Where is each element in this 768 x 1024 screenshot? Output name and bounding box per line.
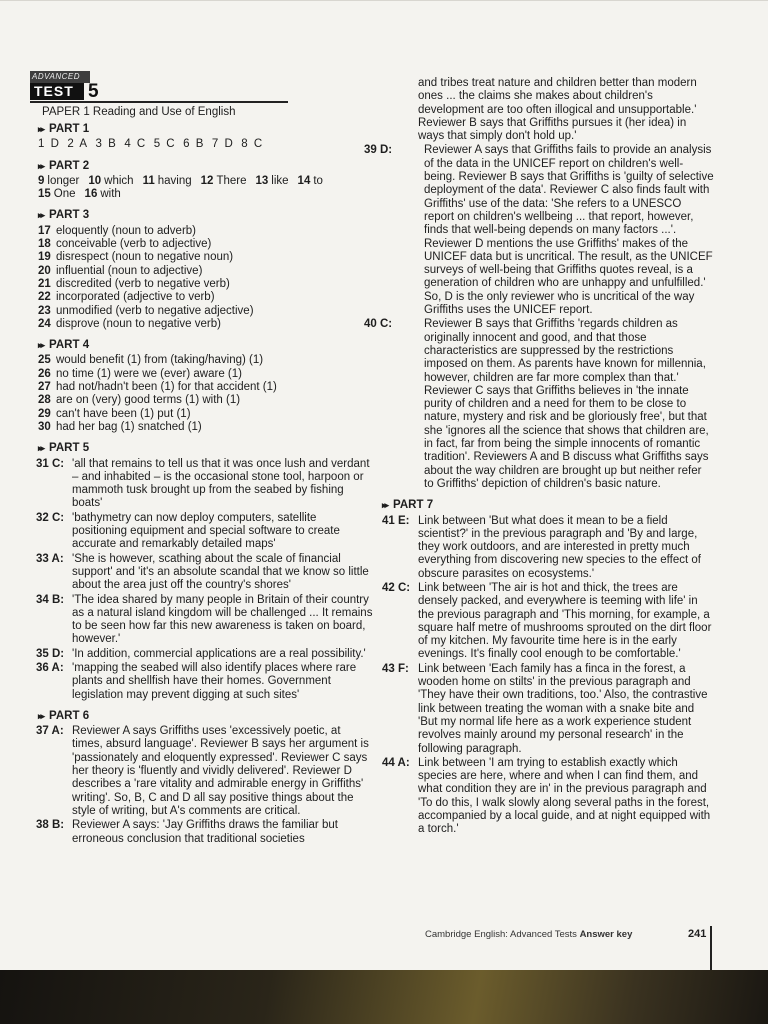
item-answer: longer bbox=[47, 174, 80, 187]
item-answer: disrespect (noun to negative noun) bbox=[56, 251, 234, 264]
part-heading: ▸▸ PART 1 bbox=[38, 123, 90, 135]
item-answer: influential (noun to adjective) bbox=[56, 264, 203, 277]
part1-answer: 1 D bbox=[38, 138, 60, 151]
item-answer: eloquently (noun to adverb) bbox=[56, 224, 197, 237]
item-number: 16 bbox=[84, 188, 98, 201]
item-answer: discredited (verb to negative verb) bbox=[56, 277, 230, 290]
part1-answer: 4 C bbox=[124, 138, 146, 151]
item-number: 12 bbox=[200, 174, 214, 187]
continued-answer: and tribes treat nature and children better than modern ones ... the claims she makes about children's development are too often illogical and unsupportable.' Reviewer B says that Griffiths pursues it (her idea) in ways that simply don't hold up.' bbox=[418, 77, 697, 143]
item-number: 36 A: bbox=[36, 661, 64, 674]
double-arrow-icon: ▸▸ bbox=[382, 500, 388, 511]
test-badge bbox=[30, 83, 120, 100]
item-answer: 'all that remains to tell us that it was once lush and verdant – and inhabited – is the occasional stone tool, harpoon or mammoth tusk brought up from the seabed by fishing boats' bbox=[72, 457, 370, 510]
item-answer: conceivable (verb to adjective) bbox=[56, 238, 212, 251]
list-item bbox=[38, 408, 373, 421]
level-label: ADVANCED bbox=[30, 71, 90, 83]
part1-answer: 3 B bbox=[95, 138, 117, 151]
part5-list bbox=[38, 458, 373, 702]
part1-answer: 5 C bbox=[153, 138, 176, 151]
double-arrow-icon: ▸▸ bbox=[38, 710, 44, 721]
list-item bbox=[38, 251, 373, 264]
item-number: 19 bbox=[38, 251, 51, 264]
part1-answer: 7 D bbox=[211, 138, 234, 151]
item-answer: to bbox=[313, 174, 323, 187]
list-item bbox=[38, 318, 373, 331]
part7-list bbox=[384, 515, 714, 837]
list-item bbox=[364, 318, 714, 491]
item-answer: There bbox=[216, 174, 247, 187]
item-number: 33 A: bbox=[36, 552, 64, 565]
right-column bbox=[364, 77, 714, 838]
part4-list bbox=[38, 354, 373, 434]
part6-list-continued bbox=[364, 144, 714, 491]
item-number: 18 bbox=[38, 238, 51, 251]
part2-row bbox=[38, 175, 373, 188]
item-number: 27 bbox=[38, 381, 51, 394]
list-item bbox=[38, 278, 373, 291]
item-number: 43 F: bbox=[382, 662, 409, 675]
list-item bbox=[38, 725, 373, 818]
list-item bbox=[384, 515, 714, 581]
item-answer: had not/hadn't been (1) for that accident (1) bbox=[56, 381, 277, 394]
item-number: 17 bbox=[38, 224, 51, 237]
part-heading: ▸▸ PART 2 bbox=[38, 159, 90, 172]
item-answer: Link between 'Each family has a finca in the forest, a wooden home on stilts' in the previous paragraph and 'They have their own traditions, too.' Also, the contrastive link between treating the woman with a snake bite and 'But my normal life here as a work experience student revolves mainly around my personal research' in the following paragraph. bbox=[418, 662, 708, 755]
list-item bbox=[38, 238, 373, 251]
item-number: 20 bbox=[38, 264, 51, 277]
list-item bbox=[38, 265, 373, 278]
item-number: 39 D: bbox=[364, 144, 393, 157]
item-number: 30 bbox=[38, 420, 51, 433]
list-item bbox=[38, 421, 373, 434]
list-item bbox=[38, 458, 373, 511]
part-heading: ▸▸ PART 3 bbox=[38, 209, 90, 222]
double-arrow-icon: ▸▸ bbox=[38, 210, 44, 221]
item-answer: Reviewer B says that Griffiths 'regards children as originally innocent and good, and that those characteristics are suppressed by the restrictions imposed on them. As parents have known for millennia, however, children are far more complex than that.' Reviewer C says that Griffiths believes in 'the innate purity of children and a need for them to be close to nature, mystery and risk and be gloriously free', but that she 'ignores all the science that shows that children are, in fact, far from being the simple innocents of romantic tradition'. Reviewers A and B discuss what Griffiths says about the way children are brought up but neither refer to Griffiths' depiction of children's basic nature. bbox=[424, 318, 709, 490]
part-heading: ▸▸ PART 6 bbox=[38, 709, 90, 722]
list-item bbox=[38, 648, 373, 661]
double-arrow-icon: ▸▸ bbox=[38, 124, 44, 134]
item-answer: Link between 'But what does it mean to be a field scientist?' in the previous paragraph and 'By and large, they work outdoors, and are interested in pretty much everything from discovering new species to the effect of obscure parasites on ecosystems.' bbox=[418, 514, 701, 580]
item-answer: no time (1) were we (ever) aware (1) bbox=[56, 367, 242, 380]
left-column bbox=[38, 123, 373, 847]
part-heading: ▸▸ PART 7 bbox=[382, 499, 434, 512]
item-number: 13 bbox=[255, 174, 269, 187]
page-edge-line bbox=[710, 926, 712, 971]
double-arrow-icon: ▸▸ bbox=[38, 443, 44, 454]
list-item bbox=[38, 394, 373, 407]
item-answer: can't have been (1) put (1) bbox=[56, 407, 191, 420]
item-answer: which bbox=[104, 174, 134, 187]
part2-row bbox=[38, 188, 373, 201]
item-number: 34 B: bbox=[36, 593, 65, 606]
list-item bbox=[38, 305, 373, 318]
scan-background bbox=[0, 970, 768, 1024]
item-number: 14 bbox=[297, 174, 311, 187]
double-arrow-icon: ▸▸ bbox=[38, 340, 44, 351]
item-answer: would benefit (1) from (taking/having) (1) bbox=[56, 354, 264, 367]
item-answer: having bbox=[157, 174, 192, 187]
item-answer: unmodified (verb to negative adjective) bbox=[56, 304, 254, 317]
list-item bbox=[38, 291, 373, 304]
list-item bbox=[38, 381, 373, 394]
item-number: 35 D: bbox=[36, 647, 65, 660]
item-answer: Link between 'The air is hot and thick, the trees are densely packed, and everywhere is teeming with life' in the previous paragraph and 'This morning, for example, a square half metre of mushrooms sprouted on the dirt floor of my kitchen. My favourite time here is in the early evenings. It's finally cool enough to be comfortable.' bbox=[418, 581, 712, 661]
item-answer: 'bathymetry can now deploy computers, satellite positioning equipment and special software to create accurate and remarkably detailed maps' bbox=[72, 511, 340, 551]
list-item bbox=[38, 368, 373, 381]
part1-answer: 6 B bbox=[183, 138, 204, 151]
item-number: 10 bbox=[88, 174, 102, 187]
item-number: 31 C: bbox=[36, 457, 65, 470]
double-arrow-icon: ▸▸ bbox=[38, 160, 44, 171]
paper-title: PAPER 1 Reading and Use of English bbox=[42, 106, 236, 118]
item-answer: One bbox=[53, 188, 76, 201]
part1-answers bbox=[38, 138, 373, 151]
item-answer: had her bag (1) snatched (1) bbox=[56, 420, 202, 433]
item-number: 11 bbox=[142, 174, 155, 187]
item-answer: 'The idea shared by many people in Britain of their country as a natural island kingdom will be challenged ... It remains to be seen how far this new awareness is taken on board, however.' bbox=[72, 593, 373, 646]
item-answer: Reviewer A says that Griffiths fails to provide an analysis of the data in the UNICEF report on children's well-being. Reviewer B says that Griffiths is 'guilty of selective deployment of the data'. Reviewer C also finds fault with Griffiths' use of the data: 'She refers to a UNESCO report on children's wellbeing ... that report, however, finds that well-being depends on many factors ...'. Reviewer D mentions the use Griffiths' makes of the UNICEF data but is uncritical. The result, as the UNICEF surveys of well-being that Griffiths quotes reveal, is a generation of children who are unhappy and unfulfilled.' So, D is the only reviewer who is uncritical of the way Griffiths uses the UNICEF report. bbox=[424, 144, 714, 317]
item-answer: Link between 'I am trying to establish exactly which species are here, where and when I can find them, and what condition they are in' in the previous paragraph and 'To do this, I walk slowly along several paths in the forest, accompanied by a local guide, and at night equipped with a torch.' bbox=[418, 756, 711, 836]
list-item bbox=[38, 225, 373, 238]
item-number: 26 bbox=[38, 367, 51, 380]
item-answer: 'mapping the seabed will also identify places where rare plants and shellfish have their homes. Government legislation may prevent digging at such sites' bbox=[72, 661, 357, 701]
item-answer: incorporated (adjective to verb) bbox=[56, 291, 215, 304]
item-answer: disprove (noun to negative verb) bbox=[56, 317, 221, 330]
item-answer: 'She is however, scathing about the scale of financial support' and 'it's an absolute scandal that we know so little about the area just off the country's shores' bbox=[72, 552, 369, 592]
item-number: 32 C: bbox=[36, 511, 65, 524]
item-number: 37 A: bbox=[36, 725, 64, 738]
page-number: 241 bbox=[688, 928, 707, 940]
list-item bbox=[38, 662, 373, 702]
item-answer: 'In addition, commercial applications are a real possibility.' bbox=[72, 647, 366, 660]
part1-answer: 2 A bbox=[67, 138, 88, 151]
item-number: 28 bbox=[38, 394, 51, 407]
item-number: 24 bbox=[38, 317, 51, 330]
item-number: 22 bbox=[38, 291, 51, 304]
list-item bbox=[384, 663, 714, 756]
list-item bbox=[38, 594, 373, 647]
item-number: 25 bbox=[38, 354, 51, 367]
list-item bbox=[384, 582, 714, 662]
item-number: 29 bbox=[38, 407, 51, 420]
item-number: 42 C: bbox=[382, 581, 411, 594]
item-answer: Reviewer A says: 'Jay Griffiths draws the familiar but erroneous conclusion that traditional societies bbox=[72, 819, 338, 845]
list-item bbox=[38, 553, 373, 593]
item-number: 21 bbox=[38, 277, 51, 290]
part3-list bbox=[38, 225, 373, 331]
test-number: 5 bbox=[88, 81, 99, 102]
item-answer: are on (very) good terms (1) with (1) bbox=[56, 394, 241, 407]
part-heading: ▸▸ PART 5 bbox=[38, 442, 90, 455]
item-number: 38 B: bbox=[36, 819, 65, 832]
test-header bbox=[30, 71, 288, 103]
item-number: 44 A: bbox=[382, 756, 410, 769]
part6-list bbox=[38, 725, 373, 846]
item-number: 41 E: bbox=[382, 514, 410, 527]
page-footer: Cambridge English: Advanced Tests Answer key bbox=[425, 929, 633, 940]
part1-answer: 8 C bbox=[241, 138, 263, 151]
list-item bbox=[38, 354, 373, 367]
test-label: TEST bbox=[30, 83, 84, 100]
item-answer: with bbox=[100, 188, 121, 201]
item-number: 23 bbox=[38, 304, 51, 317]
item-number: 9 bbox=[38, 174, 45, 187]
list-item bbox=[38, 512, 373, 552]
list-item bbox=[364, 144, 714, 317]
item-answer: Reviewer A says Griffiths uses 'excessively poetic, at times, absurd language'. Reviewer B says her argument is 'passionately and eloquently expressed'. Reviewer C says her theory is 'fluently and vividly delivered'. Reviewer D describes a 'rare vitality and admirable energy in Griffiths' writing'. So, B, C and D all say positive things about the style of writing, but A's comments are critical. bbox=[72, 725, 369, 817]
item-answer: like bbox=[271, 174, 289, 187]
list-item bbox=[384, 757, 714, 837]
list-item bbox=[38, 819, 373, 846]
part-heading: ▸▸ PART 4 bbox=[38, 339, 90, 352]
item-number: 15 bbox=[38, 188, 51, 201]
item-number: 40 C: bbox=[364, 318, 393, 331]
